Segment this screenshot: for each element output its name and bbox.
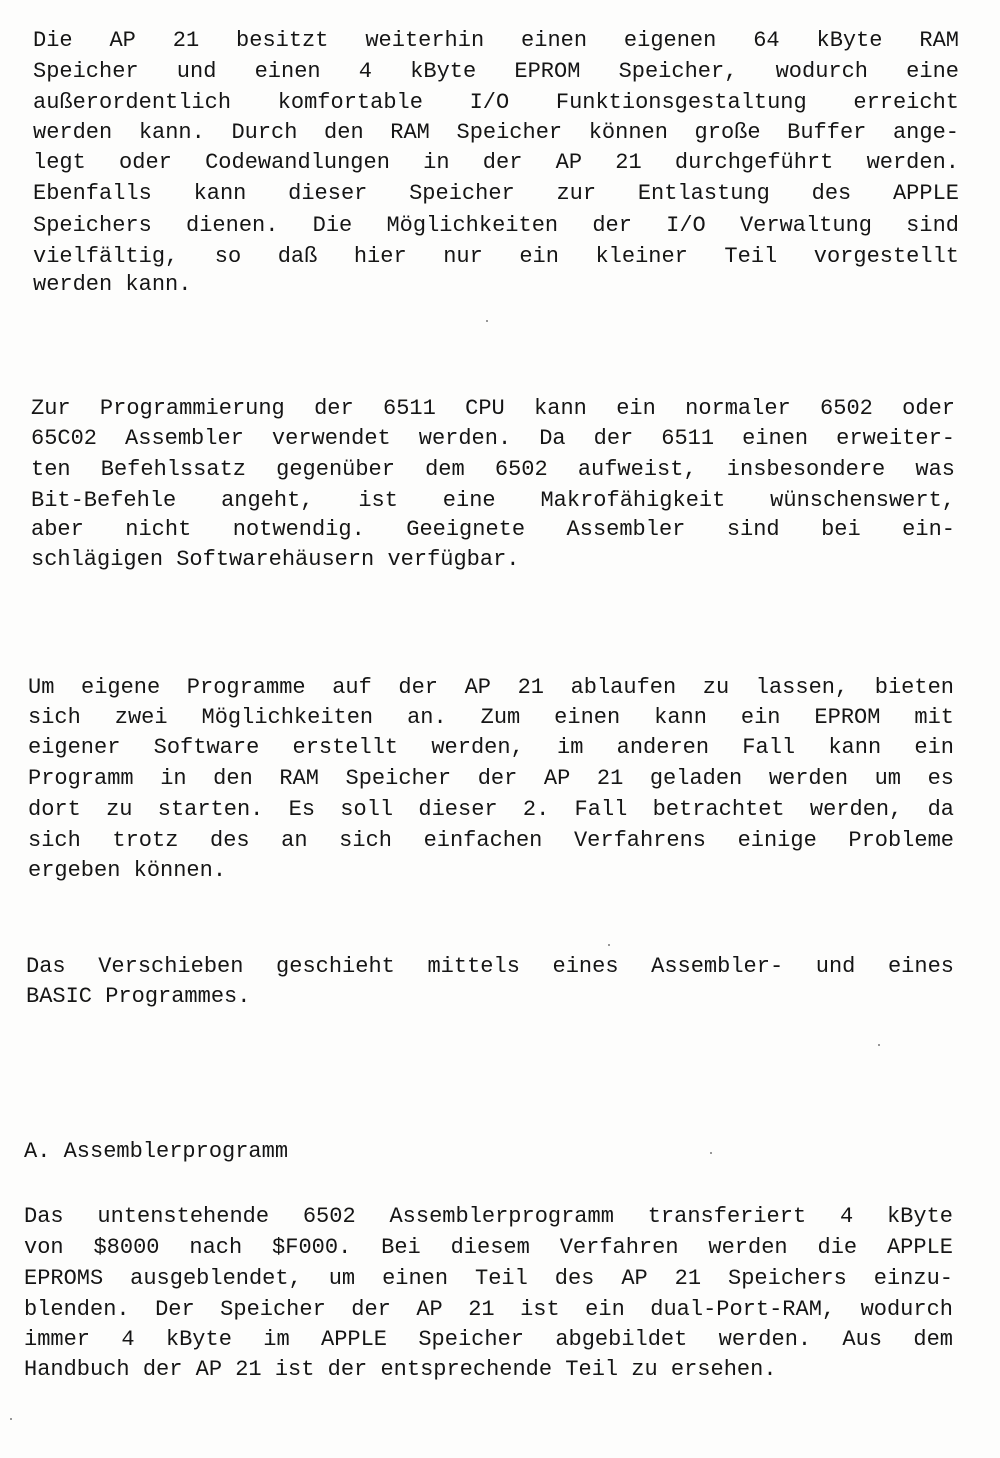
scan-speck [486, 320, 488, 322]
paragraph-line: Handbuch der AP 21 ist der entsprechende Teil zu ersehen. [24, 1357, 777, 1382]
paragraph-line: EPROMS ausgeblendet, um einen Teil des AP 21 Speichers einzu- [24, 1266, 953, 1291]
paragraph-line: Bit-Befehle angeht, ist eine Makrofähigkeit wünschenswert, [31, 488, 955, 513]
paragraph-line: dort zu starten. Es soll dieser 2. Fall betrachtet werden, da [28, 797, 954, 822]
paragraph-line: werden kann. [33, 272, 192, 297]
paragraph-line: Speicher und einen 4 kByte EPROM Speicher, wodurch eine [33, 59, 959, 84]
paragraph-line: Die AP 21 besitzt weiterhin einen eigenen 64 kByte RAM [33, 28, 959, 53]
paragraph-line: von $8000 nach $F000. Bei diesem Verfahren werden die APPLE [24, 1235, 953, 1260]
paragraph-line: werden kann. Durch den RAM Speicher können große Buffer ange- [33, 120, 959, 145]
paragraph-line: vielfältig, so daß hier nur ein kleiner Teil vorgestellt [33, 244, 959, 269]
paragraph-line: Um eigene Programme auf der AP 21 ablaufen zu lassen, bieten [28, 675, 954, 700]
paragraph-line: 65C02 Assembler verwendet werden. Da der 6511 einen erweiter- [31, 426, 955, 451]
paragraph-line: BASIC Programmes. [26, 984, 251, 1009]
scan-speck [710, 1152, 712, 1154]
paragraph-line: immer 4 kByte im APPLE Speicher abgebildet werden. Aus dem [24, 1327, 953, 1352]
paragraph-line: sich zwei Möglichkeiten an. Zum einen kann ein EPROM mit [28, 705, 954, 730]
paragraph-line: legt oder Codewandlungen in der AP 21 durchgeführt werden. [33, 150, 959, 175]
scan-speck [608, 944, 610, 946]
section-heading: A. Assemblerprogramm [24, 1139, 289, 1164]
paragraph-line: Ebenfalls kann dieser Speicher zur Entlastung des APPLE [33, 181, 959, 206]
paragraph-line: Das Verschieben geschieht mittels eines Assembler- und eines [26, 954, 954, 979]
paragraph-line: eigener Software erstellt werden, im anderen Fall kann ein [28, 735, 954, 760]
paragraph-line: schlägigen Softwarehäusern verfügbar. [31, 547, 520, 572]
paragraph-line: aber nicht notwendig. Geeignete Assembler sind bei ein- [31, 517, 955, 542]
scan-speck [878, 1044, 880, 1046]
paragraph-line: Programm in den RAM Speicher der AP 21 geladen werden um es [28, 766, 954, 791]
paragraph-line: Speichers dienen. Die Möglichkeiten der I/O Verwaltung sind [33, 213, 959, 238]
paragraph-line: ergeben können. [28, 858, 227, 883]
paragraph-line: blenden. Der Speicher der AP 21 ist ein dual-Port-RAM, wodurch [24, 1297, 953, 1322]
scan-speck [10, 1418, 12, 1420]
paragraph-line: sich trotz des an sich einfachen Verfahrens einige Probleme [28, 828, 954, 853]
paragraph-line: Zur Programmierung der 6511 CPU kann ein normaler 6502 oder [31, 396, 955, 421]
paragraph-line: ten Befehlssatz gegenüber dem 6502 aufweist, insbesondere was [31, 457, 955, 482]
paragraph-line: außerordentlich komfortable I/O Funktionsgestaltung erreicht [33, 90, 959, 115]
paragraph-line: Das untenstehende 6502 Assemblerprogramm transferiert 4 kByte [24, 1204, 953, 1229]
